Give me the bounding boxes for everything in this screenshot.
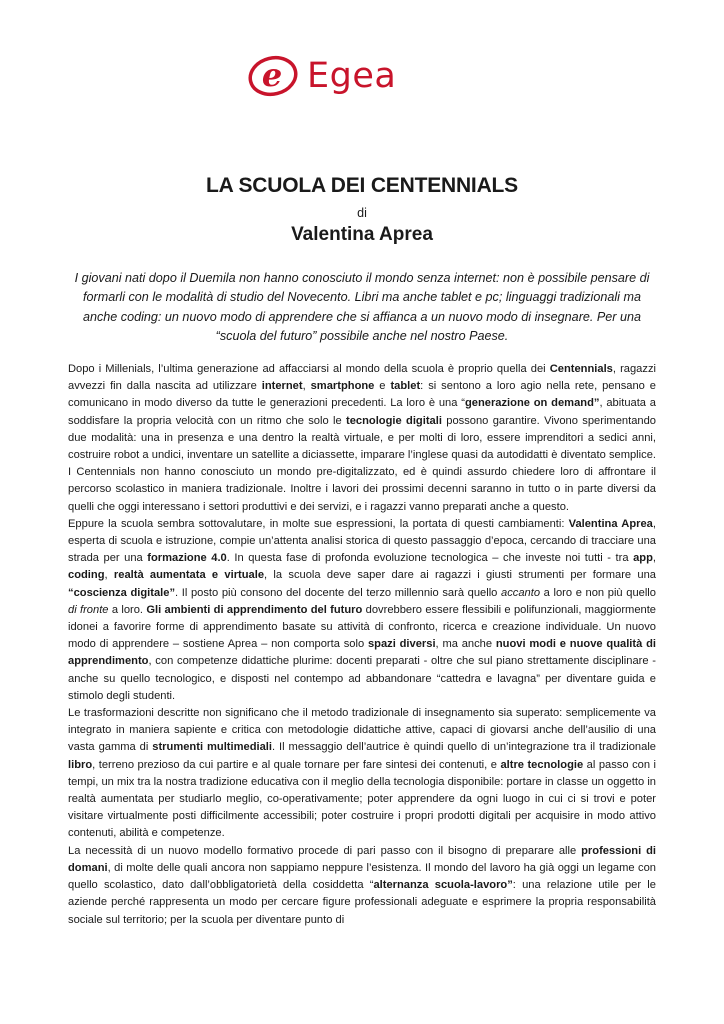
text-run: La necessità di un nuovo modello formativo procede di pari passo con il bisogno di preparare alle [68, 844, 582, 857]
text-run: possono garantire. Vivono sperimentando due modalità: una in presenza e una dentro la realtà virtuale, e per molti di loro, essere imprenditori a sedici anni, costruire robot a undici, inventare un satellite a diciassette, imparare l’inglese quasi da autodidatti è diventato semplice. I Centennials non hanno conosciuto un mondo pre-digitalizzato, ed è quindi assurdo chiedere loro di affrontare il percorso scolastico in maniera tradizionale. Inoltre i lavori dei prossimi decenni saranno in tutto o in parte diversi da quelli che oggi interessano i settori produttivi e dei servizi, e i ragazzi vanno preparati anche a questo. [68, 414, 656, 513]
bold-text: Gli ambienti di apprendimento del futuro [146, 603, 363, 616]
text-run: , la scuola deve saper dare ai ragazzi i giusti strumenti per formare una [264, 569, 657, 582]
bold-text: coding [68, 569, 105, 582]
bold-text: Centennials [549, 363, 613, 375]
text-run: Dopo i Millenials, l’ultima generazione ad affacciarsi al mondo della scuola è proprio quella dei [68, 363, 550, 375]
text-run: a loro. [108, 603, 147, 616]
bold-text: professioni di domani [68, 844, 657, 874]
bold-text: formazione 4.0 [147, 552, 227, 565]
text-run: , [652, 552, 657, 565]
text-run: , ma anche [435, 638, 496, 651]
bold-text: libro [68, 758, 93, 771]
text-run: : una relazione utile per le aziende perché rappresenta un modo per cercare figure professionali adeguate e esprimere la propria responsabilità sociale sul territorio; per la scuola per diventare punto di [68, 879, 656, 926]
text-run: , [104, 569, 114, 582]
italic-text: di fronte [68, 603, 109, 616]
bold-text: strumenti multimediali [152, 741, 272, 754]
body-paragraph [68, 516, 656, 705]
text-run: , di molte delle quali ancora non sappiamo neppure l’esistenza. Il mondo del lavoro ha già oggi un legame con quello scolastico, dato dall’obbligatorietà della cosiddetta “ [68, 861, 656, 892]
bold-text: tecnologie digitali [345, 414, 442, 427]
text-run: Le trasformazioni descritte non significano che il metodo tradizionale di insegnamento sia superato: semplicemente va integrato in maniera sapiente e critica con metodologie didattiche attive, capaci di giovarsi anche dell’ausilio di una vasta gamma di [68, 707, 656, 754]
text-run: . Il posto più consono del docente del terzo millennio sarà quello [175, 586, 502, 599]
bold-text: “coscienza digitale” [68, 586, 176, 599]
egea-e-mark-icon [247, 55, 299, 97]
bold-text: nuovi modi e nuove qualità di apprendimento [68, 638, 656, 668]
body-paragraph [68, 843, 656, 929]
body-paragraph [68, 705, 656, 843]
author-name: Valentina Aprea [291, 224, 433, 245]
bold-text: spazi diversi [367, 638, 436, 651]
logo-mark: e [261, 56, 283, 94]
egea-logo [247, 55, 396, 97]
text-run: . Il messaggio dell’autrice è quindi quello di un’integrazione tra il tradizionale [271, 741, 656, 754]
bold-text: generazione on demand” [464, 397, 600, 410]
text-run: , ragazzi avvezzi fin dalla nascita ad utilizzare [68, 363, 656, 393]
text-run: , con competenze didattiche plurime: docenti preparati - oltre che sul piano strettamente disciplinare - anche su quello tecnologico, e disposti nel contempo ad abbandonare “cattedra e lavagna” per diventare guida e stimolo degli studenti. [68, 655, 656, 702]
bold-text: realtà aumentata e virtuale [113, 569, 265, 582]
bold-text: tablet [390, 380, 421, 393]
text-run: a loro e non più quello [540, 586, 656, 599]
text-run: al passo con i tempi, un mix tra la nostra tradizione educativa con il meglio della tecnologia disponibile: portare in classe un oggetto in realtà aumentata per studiarlo meglio, co-operativamente; poter apprendere da ogni luogo in cui ci si trovi e poter visitare virtualmente posti difficilmente accessibili; poter costruire i propri prodotti digitali per acquisire in modo attivo contenuti, abilità e competenze. [68, 758, 657, 840]
bold-text: app [633, 552, 653, 565]
text-run: , [302, 380, 311, 393]
text-run: , esperta di scuola e istruzione, compie un’attenta analisi storica di questo passaggio d’epoca, cercando di tracciare una strada per una [68, 517, 656, 565]
italic-text: accanto [501, 586, 541, 599]
text-run: . In questa fase di profonda evoluzione tecnologica – che investe noi tutti - tra [226, 552, 634, 565]
text-run: , terreno prezioso da cui partire e al quale tornare per fare sintesi dei contenuti, e [92, 758, 501, 771]
text-run: dovrebbero essere flessibili e polifunzionali, maggiormente idonei a favorire forme di apprendimento basate su attività di confronto, ricerca e creazione individuale. Un nuovo modo di apprendere – sostiene Aprea – non comporta solo [68, 603, 657, 651]
abstract: I giovani nati dopo il Duemila non hanno conosciuto il mondo senza internet: non è possibile pensare di formarli con le modalità di studio del Novecento. Libri ma anche tablet e pc; linguaggi tradizionali ma anche coding: un nuovo modo di apprendere che si affianca a un nuovo modo di insegnare. Per una “scuola del futuro” possibile anche nel nostro Paese. [74, 271, 650, 344]
logo-text: Egea [307, 55, 397, 96]
bold-text: altre tecnologie [500, 758, 584, 771]
text-run: e [374, 380, 391, 393]
text-run: Eppure la scuola sembra sottovalutare, in molte sue espressioni, la portata di questi cambiamenti: [68, 517, 569, 530]
body-paragraph [68, 361, 656, 516]
article-body [68, 361, 656, 929]
bold-text: Valentina Aprea [568, 517, 653, 530]
bold-text: smartphone [310, 380, 375, 393]
text-run: : si sentono a loro agio nella rete, pensano e comunicano in modo diverso da tutte le generazioni precedenti. La loro è una “ [68, 380, 656, 410]
text-run: , abituata a soddisfare la propria velocità con un ritmo che solo le [68, 397, 657, 427]
document-title: LA SCUOLA DEI CENTENNIALS [206, 174, 518, 197]
bold-text: internet [261, 380, 303, 393]
byline: di [357, 206, 367, 220]
bold-text: alternanza scuola-lavoro” [373, 879, 513, 892]
